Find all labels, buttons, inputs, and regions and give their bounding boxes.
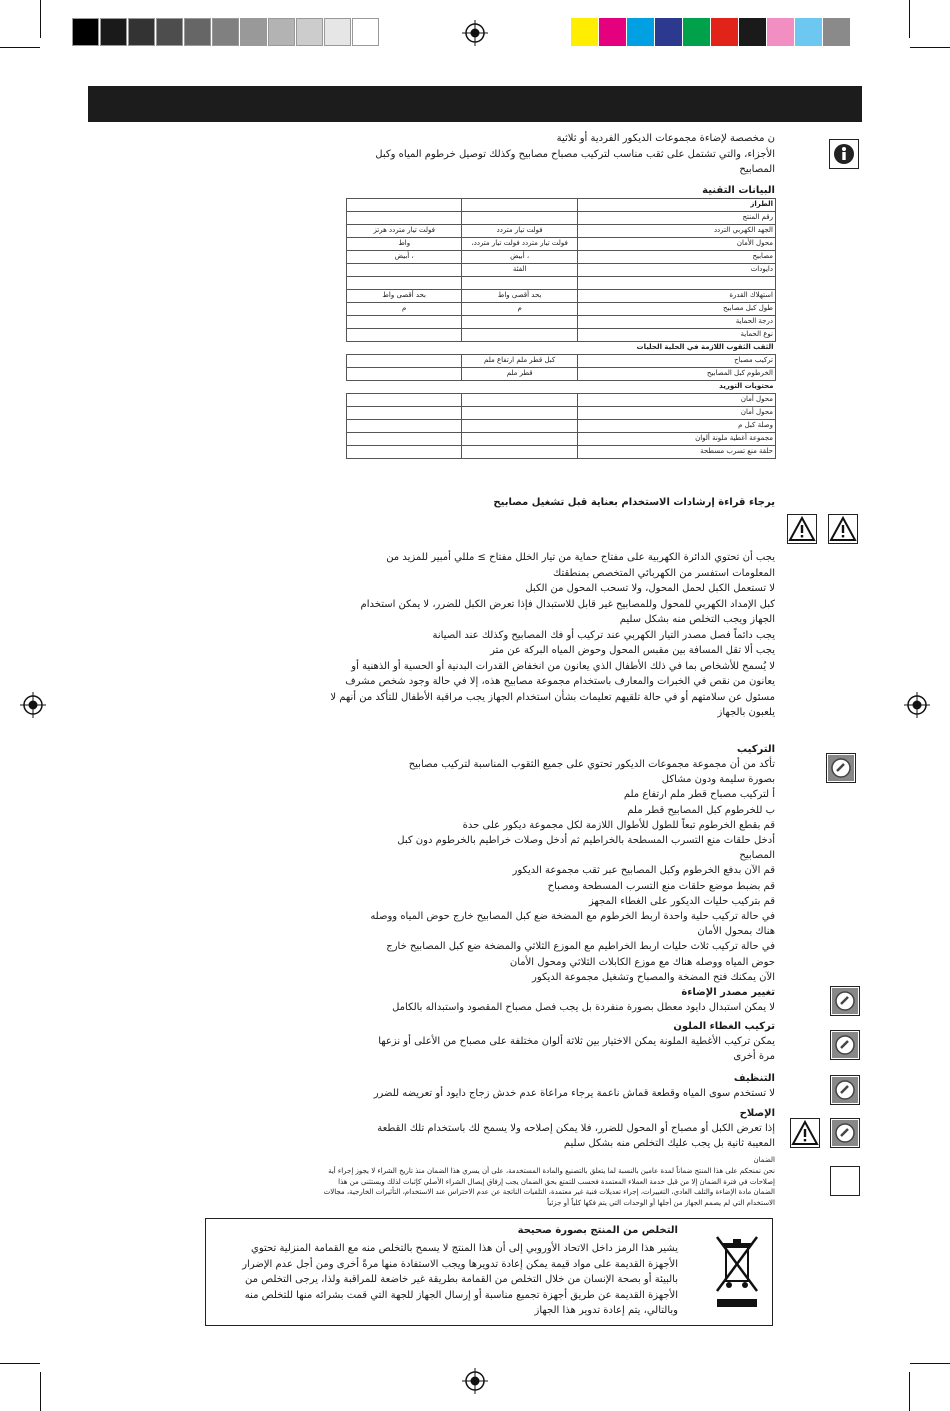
spec-value: ، أبيض <box>462 251 577 264</box>
safety-line: لا تستعمل الكبل لحمل المحول، ولا تسحب المحول من الكبل <box>525 583 775 594</box>
crop-mark <box>0 1363 40 1364</box>
grayscale-swatch <box>324 18 351 46</box>
spec-label: دايودات <box>577 264 775 277</box>
grayscale-swatch <box>128 18 155 46</box>
safety-line: يجب أن تحتوي الدائرة الكهربية على مفتاح حماية من تيار الخلل مفتاح ≥ مللي أمبير للمزيد من <box>386 552 775 563</box>
color-swatch <box>711 18 738 46</box>
spec-label: محول الأمان <box>577 238 775 251</box>
spec-value <box>347 355 462 368</box>
color-swatch <box>767 18 794 46</box>
installation-line: قم بضبط موضع حلقات منع التسرب المسطحة ومصباح <box>547 880 775 892</box>
spec-row <box>347 303 776 316</box>
spec-label: وصلة كبل م <box>577 420 775 433</box>
spec-row <box>347 251 776 264</box>
color-swatch <box>683 18 710 46</box>
spec-row <box>347 394 776 407</box>
disposal-heading: التخلص من المنتج بصورة صحيحة <box>517 1225 678 1236</box>
spec-row <box>347 368 776 381</box>
color-swatch <box>627 18 654 46</box>
spec-value <box>462 277 577 290</box>
spec-row <box>347 446 776 459</box>
spec-label: درجة الحماية <box>577 316 775 329</box>
warranty-box <box>830 1166 860 1196</box>
disposal-line: الأجهزة القديمة على مواد قيمة يمكن إعادة تدويرها ويجب الاستفادة منها مرةً أخرى ومن أجل عدم الإضرار <box>242 1258 678 1270</box>
spec-value <box>347 199 462 212</box>
spec-value <box>462 433 577 446</box>
installation-line: تأكد من أن مجموعة مجموعات الديكور تحتوي على جميع الثقوب المناسبة لتركيب مصابيح <box>408 759 775 770</box>
warning-icon <box>787 514 817 544</box>
spec-value <box>462 199 577 212</box>
spec-label: رقم المنتج <box>577 212 775 225</box>
crop-mark <box>40 0 41 38</box>
safety-line: يلعبون بالجهاز <box>717 707 775 718</box>
spec-value <box>347 446 462 459</box>
safety-heading: يرجاء قراءة إرشادات الاستخدام بعناية قبل تشغيل مصابيح <box>493 497 775 508</box>
color-swatch <box>795 18 822 46</box>
installation-line: ب للخرطوم كبل المصابيح قطر ملم <box>627 804 775 816</box>
spec-value: ، أبيض <box>347 251 462 264</box>
cleaning-line: لا تستخدم سوى المياه وقطعة قماش ناعمة يرجاء مراعاة عدم خدش زجاج دايود أو تعريضه للضرر <box>373 1088 775 1099</box>
color-swatch <box>739 18 766 46</box>
spec-row <box>347 290 776 303</box>
spec-value <box>347 420 462 433</box>
spec-label: محول أمان <box>577 394 775 407</box>
tools-icon <box>830 986 860 1016</box>
spec-value: قطر ملم <box>462 368 577 381</box>
registration-mark-icon <box>904 692 930 718</box>
spec-label: الجهد الكهربي التردد <box>577 225 775 238</box>
spec-label: محول أمان <box>577 407 775 420</box>
warranty-line: الضمان مادة الإضاءة والتلف العادي، التغييرات، إجراء تعديلات فنية غير معتمدة، التلفيات الناتجة عن عدم الاحتراس عند الاستخدام، التأثيرات الخارجية، مجالات <box>323 1188 775 1196</box>
grayscale-swatch <box>100 18 127 46</box>
spec-row <box>347 212 776 225</box>
installation-line: قم بتركيب حليات الديكور على الغطاء المجهز <box>588 895 775 907</box>
color-covers-heading: تركيب الغطاء الملون <box>673 1021 775 1032</box>
installation-line: المصابيح <box>739 850 775 862</box>
spec-row <box>347 238 776 251</box>
spec-value <box>347 212 462 225</box>
spec-value: الفئة <box>462 264 577 277</box>
safety-line: مسئول عن سلامتهم أو في حالة تلقيهم تعليمات بشأن استخدام الجهاز يجب مراقبة الأطفال للتأكد من أنهم لا <box>330 691 775 703</box>
spec-label: تركيب مصباح <box>577 355 775 368</box>
grayscale-swatch <box>240 18 267 46</box>
spec-value <box>462 446 577 459</box>
installation-line: قم الآن بدفع الخرطوم وكبل المصابيح عبر ثقب مجموعة الديكور <box>512 865 775 877</box>
intro-line: الأجزاء، والتي تشتمل على ثقب مناسب لتركيب مصباح مصابيح وكذلك توصيل خرطوم المياه وكبل <box>375 149 775 160</box>
disposal-line: وبالتالي، يتم إعادة تدوير هذا الجهاز <box>534 1305 678 1316</box>
spec-label: مصابيح <box>577 251 775 264</box>
spec-label: استهلاك القدرة <box>577 290 775 303</box>
color-swatch <box>599 18 626 46</box>
grayscale-swatch <box>212 18 239 46</box>
crop-mark <box>909 0 910 38</box>
warranty-heading: الضمان <box>753 1156 775 1164</box>
spec-value <box>462 407 577 420</box>
spec-value <box>347 407 462 420</box>
installation-line: قم بقطع الخرطوم تبعاً للطول للأطوال اللازمة لكل مجموعة ديكور على حدة <box>462 819 775 831</box>
spec-value <box>462 420 577 433</box>
spec-label <box>577 277 775 290</box>
grayscale-swatch <box>72 18 99 46</box>
registration-mark-icon <box>462 20 488 46</box>
grayscale-swatch <box>156 18 183 46</box>
spec-section-heading: محتويات التوريد <box>719 382 774 390</box>
grayscale-swatch <box>184 18 211 46</box>
spec-value <box>347 329 462 342</box>
specs-heading: البيانات التقنية <box>702 185 775 196</box>
spec-value: بحد أقصى واط <box>462 290 577 303</box>
weee-bin-icon <box>712 1229 762 1317</box>
spec-value: كبل قطر ملم ارتفاع ملم <box>462 355 577 368</box>
spec-row <box>347 407 776 420</box>
spec-row <box>347 433 776 446</box>
grayscale-swatch <box>268 18 295 46</box>
grayscale-swatch <box>352 18 379 46</box>
spec-row <box>347 420 776 433</box>
crop-mark <box>910 47 950 48</box>
spec-value <box>347 433 462 446</box>
spec-label: طول كبل مصابيح <box>577 303 775 316</box>
installation-line: في حالة تركيب ثلاث حليات اربط الخراطيم مع الموزع الثلاثي والمضخة ضع كبل المصابيح خارج <box>386 941 775 953</box>
warranty-line: الاستخدام التي لم يصمم الجهاز من أجلها أو الوحدات التي يتم فكها كلياً أو جزئياً <box>547 1198 775 1207</box>
spec-value <box>462 316 577 329</box>
installation-line: بصورة سليمة ودون مشاكل <box>661 774 775 786</box>
installation-line: الآن يمكنك فتح المضخة والمصباح وتشغيل مجموعة الديكور <box>532 971 775 983</box>
tools-icon <box>826 753 856 783</box>
spec-section-row <box>347 342 776 355</box>
spec-value: م <box>347 303 462 316</box>
spec-section-row <box>347 381 776 394</box>
spec-row <box>347 329 776 342</box>
disposal-line: بالبيئة أو بصحة الإنسان من خلال التخلص من القمامة بطريقة غير خاضعة للمراقبة ولذا، يرجى التخلص من <box>245 1274 678 1285</box>
specs-table <box>346 198 776 459</box>
repair-line: المعيبة ثانية بل يجب عليك التخلص منه بشكل سليم <box>563 1138 775 1149</box>
spec-row <box>347 277 776 290</box>
intro-line: المصابيح <box>739 164 775 175</box>
safety-line: يجب ألا تقل المسافة بين مقبس المحول وحوض المياه البركة عن متر <box>490 645 775 656</box>
installation-line: هناك بمحول الأمان <box>697 926 775 938</box>
crop-mark <box>0 47 40 48</box>
safety-line: الجهاز ويجب التخلص منه بشكل سليم <box>619 614 775 625</box>
installation-line: في حالة تركيب حلية واحدة اربط الخرطوم مع المضخة ضع كبل المصابيح خارج حوض المياه ووصله <box>370 911 775 922</box>
color-covers-line: يمكن تركيب الأغطية الملونة يمكن الاختيار بين ثلاثة ألوان مختلفة على مصباح من الأعلى أو نزعها <box>378 1036 775 1047</box>
spec-label: الخرطوم كبل المصابيح <box>577 368 775 381</box>
spec-value <box>347 368 462 381</box>
disposal-line: يشير هذا الرمز داخل الاتحاد الأوروبي إلى أن هذا المنتج لا يسمح بالتخلص منه مع القمامة المنزلية تحتوي <box>251 1243 678 1254</box>
spec-value: فولت تيار متردد <box>462 225 577 238</box>
color-swatch <box>571 18 598 46</box>
safety-line: يجب دائماً فصل مصدر التيار الكهربي عند تركيب أو فك المصابيح وكذلك عند الصيانة <box>432 629 775 641</box>
cleaning-heading: التنظيف <box>733 1073 775 1084</box>
color-swatch <box>655 18 682 46</box>
replace-light-heading: تغيير مصدر الإضاءة <box>681 987 775 998</box>
disposal-line: الأجهزة القديمة عن طريق أجهزة تجميع مناسبة أو إرسال الجهاز للجهة التي قمت بشرائه منها للتخلص منه <box>244 1289 678 1301</box>
color-covers-line: مرة أخرى <box>733 1051 775 1062</box>
spec-value: فولت تيار متردد فولت تيار متردد، <box>462 238 577 251</box>
spec-label: نوع الحماية <box>577 329 775 342</box>
installation-line: أ لتركيب مصباح قطر ملم ارتفاع ملم <box>623 789 775 801</box>
disposal-text <box>216 1241 678 1319</box>
safety-line: كبل الإمداد الكهربي للمحول وللمصابيح غير قابل للاستبدال فإذا تعرض الكبل للضرر، لا يمكن استخدام <box>360 598 775 610</box>
spec-value: م <box>462 303 577 316</box>
intro-line: ن مخصصة لإضاءة مجموعات الديكور الفردية أو ثلاثية <box>556 133 775 144</box>
spec-value <box>462 212 577 225</box>
repair-line: إذا تعرض الكبل أو مصباح أو المحول للضرر، فلا يمكن إصلاحه ولا يسمح لك باستخدام تلك القطعة <box>377 1123 775 1134</box>
repair-heading: الإصلاح <box>739 1108 775 1119</box>
spec-value <box>347 394 462 407</box>
registration-mark-icon <box>462 1368 488 1394</box>
header-bar <box>88 86 862 122</box>
registration-mark-icon <box>20 692 46 718</box>
spec-row <box>347 225 776 238</box>
warranty-line: نحن نمنحكم على هذا المنتج ضماناً لمدة عامين بالنسبة لما يتعلق بالتصنيع والمادة المستخدمة، على أن يسري هذا الضمان منذ تاريخ الشراء لا يجوز إجراء أية <box>328 1167 775 1175</box>
warning-icon <box>828 514 858 544</box>
spec-value <box>462 394 577 407</box>
spec-row <box>347 316 776 329</box>
spec-label: الطراز <box>577 199 775 212</box>
crop-mark <box>40 1372 41 1411</box>
spec-value <box>347 277 462 290</box>
spec-value: واط <box>347 238 462 251</box>
spec-value <box>347 316 462 329</box>
spec-section-heading: الثقب الثقوب اللازمة في الحلية الحليات <box>636 343 774 351</box>
tools-icon <box>830 1118 860 1148</box>
installation-heading: التركيب <box>737 744 775 755</box>
spec-value: فولت تيار متردد هرتز <box>347 225 462 238</box>
color-swatch <box>823 18 850 46</box>
safety-line: المعلومات استفسر من الكهربائي المتخصص بمنطقتك <box>553 567 775 579</box>
spec-row <box>347 355 776 368</box>
grayscale-swatch <box>296 18 323 46</box>
replace-light-line: لا يمكن استبدال دايود معطل بصورة منفردة بل يجب فصل مصباح المقصود واستبداله بالكامل <box>392 1002 775 1013</box>
spec-label: حلقة منع تسرب مسطحة <box>577 446 775 459</box>
tools-icon <box>830 1075 860 1105</box>
spec-value <box>347 264 462 277</box>
warning-icon <box>790 1118 820 1148</box>
info-icon <box>829 139 859 169</box>
tools-icon <box>830 1030 860 1060</box>
safety-line: يعانون من نقص في الخبرات والمعارف باستخدام مجموعة مصابيح هذه، إلا في حالة وجود شخص مشرف <box>345 676 775 687</box>
crop-mark <box>910 1363 950 1364</box>
spec-label: مجموعة أغطية ملونة ألوان <box>577 433 775 446</box>
spec-value <box>462 329 577 342</box>
warranty-line: إصلاحات في فترة الضمان إلا من قبل خدمة العملاء المعتمدة فحسب للتمتع بحق الضمان يجب إرفاق إيصال الشراء الأصلي كإثبات لذلك ويستثنى من هذا <box>338 1177 775 1186</box>
installation-line: حوض المياه ووصله هناك مع موزع الكابلات الثلاثي ومحول الأمان <box>509 956 775 968</box>
safety-line: لا يُسمح للأشخاص بما في ذلك الأطفال الذي يعانون من انخفاض القدرات البدنية أو الحسية أو الذهنية أو <box>351 660 775 672</box>
disposal-box <box>205 1218 773 1326</box>
installation-line: أدخل حلقات منع التسرب المسطحة بالخراطيم ثم أدخل وصلات خراطيم بالخرطوم دون كبل <box>397 835 775 846</box>
spec-row <box>347 199 776 212</box>
crop-mark <box>909 1372 910 1411</box>
spec-row <box>347 264 776 277</box>
spec-value: بحد أقصى واط <box>347 290 462 303</box>
